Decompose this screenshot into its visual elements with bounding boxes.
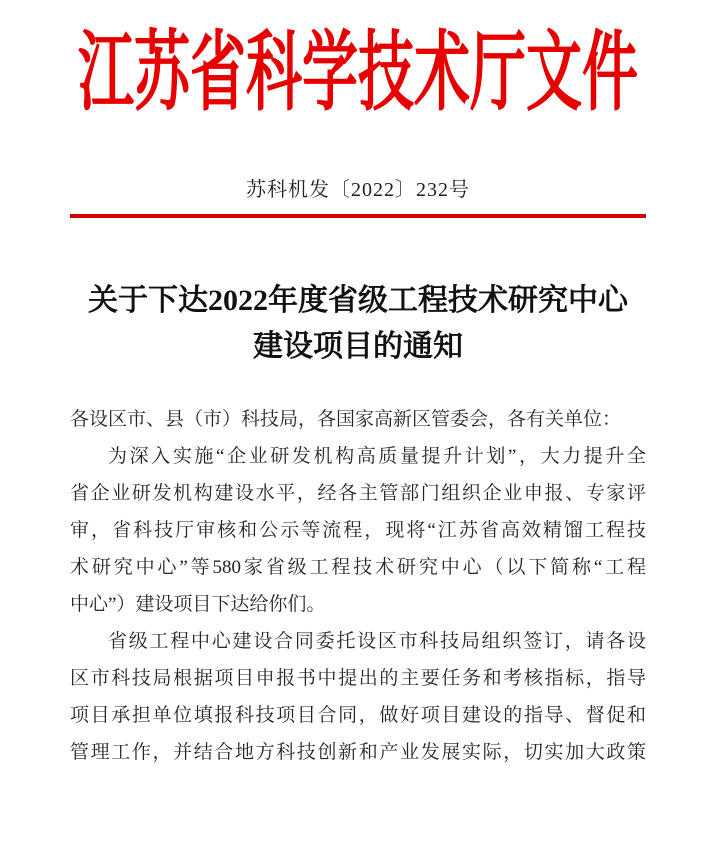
document-title-line-1: 关于下达2022年度省级工程技术研究中心 [88,284,628,317]
body-line: 区市科技局根据项目申报书中提出的主要任务和考核指标，指导 [70,668,646,689]
document-body [70,401,646,771]
document-title [70,278,646,370]
body-line: 中心”）建设项目下达给你们。 [70,594,326,615]
body-line: 审，省科技厅审核和公示等流程，现将“江苏省高效精馏工程技 [70,520,646,541]
body-paragraph-1 [70,438,646,623]
body-line: 省级工程中心建设合同委托设区市科技局组织签订，请各设 [108,631,646,652]
body-line: 管理工作，并结合地方科技创新和产业发展实际，切实加大政策 [70,742,646,763]
body-line: 项目承担单位填报科技项目合同，做好项目建设的指导、督促和 [70,705,646,726]
document-page [70,25,646,771]
salutation-line: 各设区市、县（市）科技局，各国家高新区管委会，各有关单位： [70,409,622,430]
body-line: 为深入实施“企业研发机构高质量提升计划”，大力提升全 [108,446,646,467]
document-title-line-2: 建设项目的通知 [253,330,463,363]
red-divider-line [70,214,646,218]
agency-header-title: 江苏省科学技术厅文件 [78,25,638,123]
body-line: 术研究中心”等580家省级工程技术研究中心（以下简称“工程 [70,557,646,578]
document-number: 苏科机发〔2022〕232号 [246,179,470,201]
body-line: 省企业研发机构建设水平，经各主管部门组织企业申报、专家评 [70,483,646,504]
body-paragraph-2 [70,623,646,771]
